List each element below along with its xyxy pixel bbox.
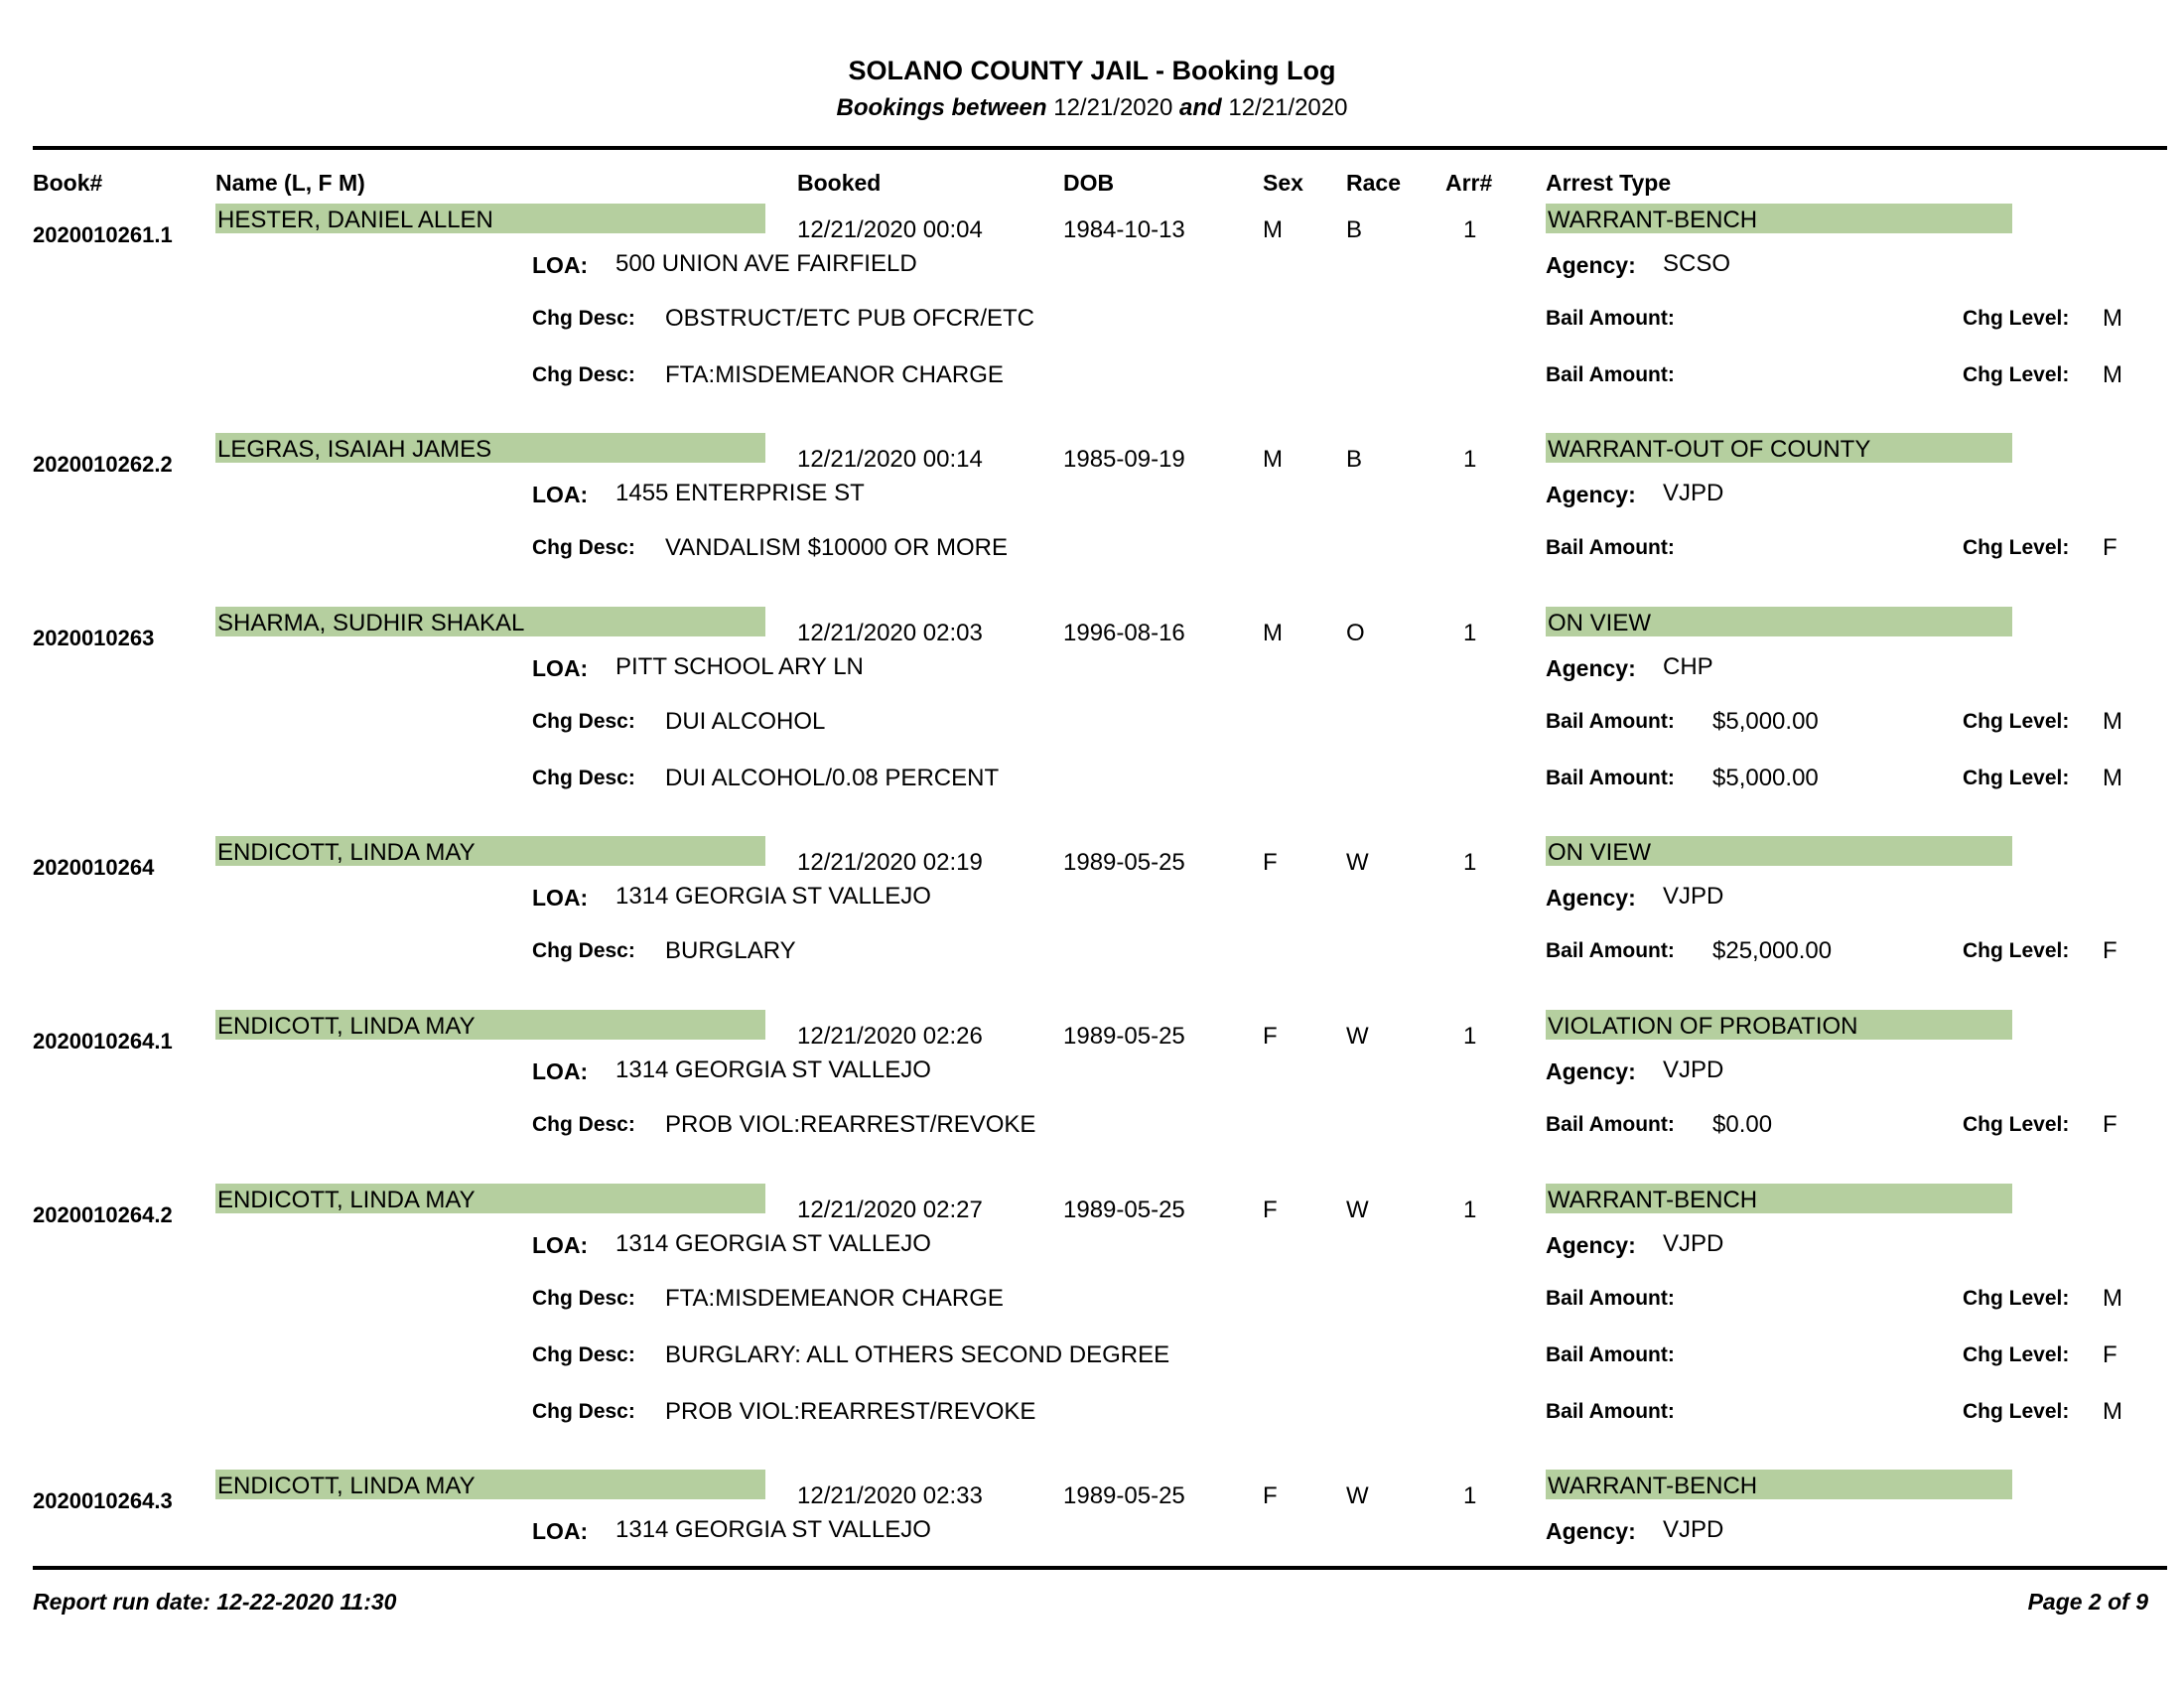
date-of-birth: 1989-05-25 xyxy=(1063,1196,1185,1223)
race: W xyxy=(1346,1023,1369,1050)
bail-amount: $0.00 xyxy=(1712,1111,1773,1138)
date-of-birth: 1989-05-25 xyxy=(1063,849,1185,876)
arrest-type: WARRANT-OUT OF COUNTY xyxy=(1546,433,2012,463)
arrest-count: 1 xyxy=(1463,849,1477,876)
sex: M xyxy=(1263,620,1283,646)
arrest-count: 1 xyxy=(1463,216,1477,243)
inmate-name: SHARMA, SUDHIR SHAKAL xyxy=(215,607,765,636)
inmate-name: LEGRAS, ISAIAH JAMES xyxy=(215,433,765,463)
booking-number: 2020010263 xyxy=(33,626,155,650)
charge-level: M xyxy=(2103,1398,2122,1425)
booking-number: 2020010264.2 xyxy=(33,1202,173,1227)
sex: F xyxy=(1263,1196,1278,1223)
location-of-arrest: 1314 GEORGIA ST VALLEJO xyxy=(615,1056,931,1083)
charge-level-label: Chg Level: xyxy=(1963,767,2070,789)
bail-amount-label: Bail Amount: xyxy=(1546,710,1675,733)
booked-datetime: 12/21/2020 00:14 xyxy=(797,446,983,473)
charge-level: M xyxy=(2103,305,2122,332)
arrest-count: 1 xyxy=(1463,620,1477,646)
bail-amount-label: Bail Amount: xyxy=(1546,939,1675,962)
booking-number: 2020010264 xyxy=(33,855,155,880)
date-to: 12/21/2020 xyxy=(1228,94,1348,121)
charge-level: M xyxy=(2103,765,2122,791)
arresting-agency: VJPD xyxy=(1663,883,1724,910)
loa-label: LOA: xyxy=(532,655,589,681)
booked-datetime: 12/21/2020 02:03 xyxy=(797,620,983,646)
bail-amount-label: Bail Amount: xyxy=(1546,1113,1675,1136)
booking-number: 2020010264.3 xyxy=(33,1488,173,1513)
footer-rule xyxy=(33,1566,2167,1570)
report-title: SOLANO COUNTY JAIL - Booking Log xyxy=(848,56,1336,85)
col-arrest-type: Arrest Type xyxy=(1546,170,1672,196)
booked-datetime: 12/21/2020 02:27 xyxy=(797,1196,983,1223)
charge-desc-label: Chg Desc: xyxy=(532,307,635,330)
charge-desc-label: Chg Desc: xyxy=(532,363,635,386)
col-arr: Arr# xyxy=(1445,170,1493,196)
report-subtitle xyxy=(0,94,2184,122)
race: W xyxy=(1346,1196,1369,1223)
charge-description: PROB VIOL:REARREST/REVOKE xyxy=(665,1111,1036,1138)
col-booked: Booked xyxy=(797,170,882,196)
bail-amount-label: Bail Amount: xyxy=(1546,307,1675,330)
race: W xyxy=(1346,849,1369,876)
location-of-arrest: 1314 GEORGIA ST VALLEJO xyxy=(615,883,931,910)
bail-amount-label: Bail Amount: xyxy=(1546,363,1675,386)
charge-desc-label: Chg Desc: xyxy=(532,536,635,559)
col-dob: DOB xyxy=(1063,170,1115,196)
loa-label: LOA: xyxy=(532,482,589,507)
bail-amount-label: Bail Amount: xyxy=(1546,1400,1675,1423)
sex: M xyxy=(1263,446,1283,473)
charge-description: DUI ALCOHOL/0.08 PERCENT xyxy=(665,765,1000,791)
charge-description: PROB VIOL:REARREST/REVOKE xyxy=(665,1398,1036,1425)
location-of-arrest: 1314 GEORGIA ST VALLEJO xyxy=(615,1230,931,1257)
bail-amount-label: Bail Amount: xyxy=(1546,1287,1675,1310)
agency-label: Agency: xyxy=(1546,482,1636,507)
col-sex: Sex xyxy=(1263,170,1303,196)
arrest-count: 1 xyxy=(1463,1023,1477,1050)
sex: F xyxy=(1263,1023,1278,1050)
race: O xyxy=(1346,620,1365,646)
charge-level: M xyxy=(2103,1285,2122,1312)
bail-amount-label: Bail Amount: xyxy=(1546,767,1675,789)
race: B xyxy=(1346,446,1363,473)
bail-amount: $5,000.00 xyxy=(1712,765,1819,791)
arrest-type: ON VIEW xyxy=(1546,836,2012,866)
charge-level-label: Chg Level: xyxy=(1963,363,2070,386)
loa-label: LOA: xyxy=(532,885,589,911)
loa-label: LOA: xyxy=(532,252,589,278)
subtitle-prefix: Bookings between xyxy=(836,94,1047,121)
charge-level: M xyxy=(2103,708,2122,735)
agency-label: Agency: xyxy=(1546,885,1636,911)
charge-level: F xyxy=(2103,1111,2117,1138)
arrest-type: ON VIEW xyxy=(1546,607,2012,636)
charge-level: F xyxy=(2103,937,2117,964)
charge-level-label: Chg Level: xyxy=(1963,939,2070,962)
charge-desc-label: Chg Desc: xyxy=(532,1400,635,1423)
arresting-agency: VJPD xyxy=(1663,1056,1724,1083)
date-of-birth: 1996-08-16 xyxy=(1063,620,1185,646)
charge-level-label: Chg Level: xyxy=(1963,307,2070,330)
loa-label: LOA: xyxy=(532,1232,589,1258)
charge-description: BURGLARY xyxy=(665,937,796,964)
booking-number: 2020010262.2 xyxy=(33,452,173,477)
location-of-arrest: 500 UNION AVE FAIRFIELD xyxy=(615,250,917,277)
inmate-name: ENDICOTT, LINDA MAY xyxy=(215,836,765,866)
inmate-name: ENDICOTT, LINDA MAY xyxy=(215,1184,765,1213)
date-of-birth: 1985-09-19 xyxy=(1063,446,1185,473)
race: B xyxy=(1346,216,1363,243)
charge-level: F xyxy=(2103,534,2117,561)
bail-amount-label: Bail Amount: xyxy=(1546,536,1675,559)
loa-label: LOA: xyxy=(532,1058,589,1084)
arresting-agency: VJPD xyxy=(1663,480,1724,506)
agency-label: Agency: xyxy=(1546,1518,1636,1544)
charge-level: M xyxy=(2103,361,2122,388)
charge-level-label: Chg Level: xyxy=(1963,710,2070,733)
charge-level: F xyxy=(2103,1341,2117,1368)
col-book: Book# xyxy=(33,170,103,196)
date-of-birth: 1989-05-25 xyxy=(1063,1482,1185,1509)
charge-level-label: Chg Level: xyxy=(1963,536,2070,559)
arresting-agency: VJPD xyxy=(1663,1516,1724,1543)
arrest-type: VIOLATION OF PROBATION xyxy=(1546,1010,2012,1040)
location-of-arrest: PITT SCHOOL ARY LN xyxy=(615,653,864,680)
charge-description: OBSTRUCT/ETC PUB OFCR/ETC xyxy=(665,305,1035,332)
col-name: Name (L, F M) xyxy=(215,170,365,196)
bail-amount: $5,000.00 xyxy=(1712,708,1819,735)
page-number: Page 2 of 9 xyxy=(2027,1589,2148,1615)
bail-amount-label: Bail Amount: xyxy=(1546,1343,1675,1366)
charge-desc-label: Chg Desc: xyxy=(532,1343,635,1366)
charge-desc-label: Chg Desc: xyxy=(532,939,635,962)
date-from: 12/21/2020 xyxy=(1053,94,1173,121)
arrest-type: WARRANT-BENCH xyxy=(1546,1184,2012,1213)
booked-datetime: 12/21/2020 02:33 xyxy=(797,1482,983,1509)
agency-label: Agency: xyxy=(1546,1232,1636,1258)
location-of-arrest: 1455 ENTERPRISE ST xyxy=(615,480,865,506)
col-race: Race xyxy=(1346,170,1401,196)
charge-level-label: Chg Level: xyxy=(1963,1343,2070,1366)
inmate-name: HESTER, DANIEL ALLEN xyxy=(215,204,765,233)
bail-amount: $25,000.00 xyxy=(1712,937,1833,964)
sex: F xyxy=(1263,849,1278,876)
arrest-type: WARRANT-BENCH xyxy=(1546,1470,2012,1499)
loa-label: LOA: xyxy=(532,1518,589,1544)
booking-number: 2020010261.1 xyxy=(33,222,173,247)
charge-desc-label: Chg Desc: xyxy=(532,1113,635,1136)
date-of-birth: 1984-10-13 xyxy=(1063,216,1185,243)
arrest-count: 1 xyxy=(1463,1196,1477,1223)
inmate-name: ENDICOTT, LINDA MAY xyxy=(215,1010,765,1040)
charge-level-label: Chg Level: xyxy=(1963,1113,2070,1136)
arresting-agency: VJPD xyxy=(1663,1230,1724,1257)
charge-level-label: Chg Level: xyxy=(1963,1287,2070,1310)
charge-desc-label: Chg Desc: xyxy=(532,710,635,733)
charge-description: FTA:MISDEMEANOR CHARGE xyxy=(665,361,1004,388)
arrest-count: 1 xyxy=(1463,1482,1477,1509)
booking-number: 2020010264.1 xyxy=(33,1029,173,1054)
charge-level-label: Chg Level: xyxy=(1963,1400,2070,1423)
charge-desc-label: Chg Desc: xyxy=(532,1287,635,1310)
location-of-arrest: 1314 GEORGIA ST VALLEJO xyxy=(615,1516,931,1543)
inmate-name: ENDICOTT, LINDA MAY xyxy=(215,1470,765,1499)
arresting-agency: CHP xyxy=(1663,653,1713,680)
sex: M xyxy=(1263,216,1283,243)
arresting-agency: SCSO xyxy=(1663,250,1731,277)
arrest-type: WARRANT-BENCH xyxy=(1546,204,2012,233)
header-rule xyxy=(33,146,2167,150)
date-of-birth: 1989-05-25 xyxy=(1063,1023,1185,1050)
report-run-date: Report run date: 12-22-2020 11:30 xyxy=(33,1589,397,1615)
charge-description: VANDALISM $10000 OR MORE xyxy=(665,534,1009,561)
charge-description: DUI ALCOHOL xyxy=(665,708,826,735)
charge-desc-label: Chg Desc: xyxy=(532,767,635,789)
agency-label: Agency: xyxy=(1546,1058,1636,1084)
race: W xyxy=(1346,1482,1369,1509)
charge-description: FTA:MISDEMEANOR CHARGE xyxy=(665,1285,1004,1312)
booked-datetime: 12/21/2020 00:04 xyxy=(797,216,983,243)
subtitle-and: and xyxy=(1179,94,1222,121)
booked-datetime: 12/21/2020 02:26 xyxy=(797,1023,983,1050)
agency-label: Agency: xyxy=(1546,252,1636,278)
booked-datetime: 12/21/2020 02:19 xyxy=(797,849,983,876)
sex: F xyxy=(1263,1482,1278,1509)
agency-label: Agency: xyxy=(1546,655,1636,681)
charge-description: BURGLARY: ALL OTHERS SECOND DEGREE xyxy=(665,1341,1170,1368)
arrest-count: 1 xyxy=(1463,446,1477,473)
